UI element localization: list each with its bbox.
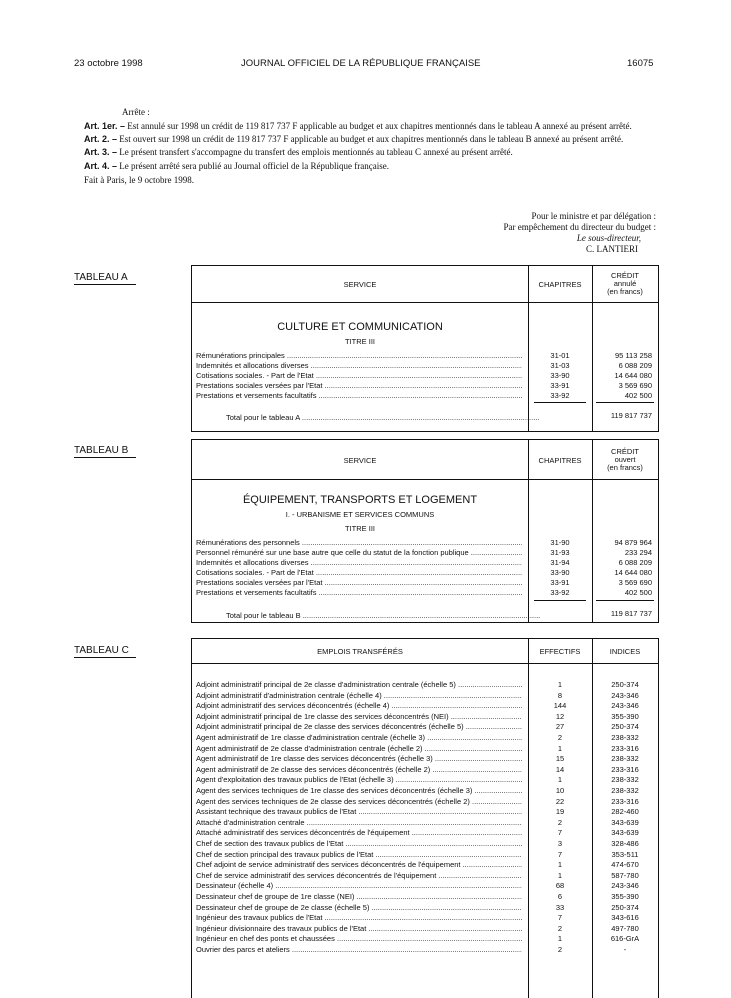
row-effectif: 8 bbox=[557, 690, 563, 700]
row-effectif: 7 bbox=[557, 913, 563, 923]
row-label: Cotisations sociales. - Part de l'Etat ..... bbox=[196, 371, 522, 380]
row-effectif: 3 bbox=[557, 839, 563, 848]
row-effectif: 1 bbox=[557, 860, 563, 870]
total-rule bbox=[596, 402, 654, 403]
row-label: Adjoint administratif des services déconcentrés (échelle 4) ..... bbox=[196, 701, 522, 710]
total-rule bbox=[534, 402, 586, 403]
row-effectif: 12 bbox=[555, 711, 565, 721]
row-label: Personnel rémunéré sur une base autre que celle du statut de la fonction publique ..... bbox=[196, 548, 522, 557]
row-chapitre: 33-91 bbox=[550, 381, 570, 390]
row-label: Ingénieur divisionnaire des travaux publics de l'Etat ..... bbox=[196, 924, 522, 933]
row-effectif: 14 bbox=[555, 764, 565, 774]
row-chapitre: 33-90 bbox=[550, 568, 570, 577]
article-2-text: Est ouvert sur 1998 un crédit de 119 817 737 F applicable au budget et aux chapitres mentionnés dans le tableau B annexé au présent arrêté. bbox=[119, 134, 624, 144]
total-value: 119 817 737 bbox=[610, 609, 652, 618]
section-title: CULTURE ET COMMUNICATION bbox=[277, 321, 443, 333]
row-label: Chef adjoint de service administratif des services déconcentrés de l'équipement ..... bbox=[196, 860, 522, 869]
tableau-a bbox=[191, 265, 659, 432]
row-indice: 355-390 bbox=[611, 892, 639, 901]
row-effectif: 7 bbox=[557, 849, 563, 859]
row-effectif: 19 bbox=[555, 807, 565, 817]
row-label: Indemnités et allocations diverses ..... bbox=[196, 558, 522, 567]
row-effectif: 68 bbox=[555, 881, 565, 891]
row-label: Prestations et versements facultatifs ..... bbox=[196, 588, 522, 597]
article-4-text: Le présent arrêté sera publié au Journal officiel de la République française. bbox=[119, 161, 389, 171]
row-chapitre: 33-92 bbox=[550, 391, 570, 400]
row-indice: 353-511 bbox=[611, 849, 639, 859]
row-effectif: 33 bbox=[555, 902, 565, 912]
row-label: Rémunérations principales ..... bbox=[196, 351, 522, 360]
decree-body bbox=[74, 107, 662, 185]
row-effectif: 7 bbox=[557, 828, 563, 838]
row-label: Agent administratif de 1re classe d'administration centrale (échelle 3) ..... bbox=[196, 733, 522, 742]
row-indice: 233-316 bbox=[611, 796, 639, 806]
article-1 bbox=[74, 121, 662, 131]
row-label: Agent administratif de 2e classe d'administration centrale (échelle 2) ..... bbox=[196, 744, 522, 753]
row-chapitre: 31-03 bbox=[550, 361, 570, 370]
row-indice: 328-486 bbox=[611, 839, 639, 848]
row-indice: - bbox=[623, 945, 627, 954]
article-2-label: Art. 2. – bbox=[84, 134, 118, 144]
total-rule bbox=[596, 600, 654, 601]
row-label: Assistant technique des travaux publics de l'Etat ..... bbox=[196, 807, 522, 816]
col-divider bbox=[528, 266, 529, 431]
row-label: Dessinateur (échelle 4) ..... bbox=[196, 881, 522, 890]
row-label: Chef de section des travaux publics de l'Etat ..... bbox=[196, 839, 522, 848]
article-4-label: Art. 4. – bbox=[84, 161, 118, 171]
signature-line-2: Par empêchement du directeur du budget : bbox=[503, 222, 656, 232]
row-label: Ingénieur des travaux publics de l'Etat ..... bbox=[196, 913, 522, 922]
row-label: Agent d'exploitation des travaux publics de l'Etat (échelle 3) ..... bbox=[196, 775, 522, 784]
col-emplois: EMPLOIS TRANSFÉRÉS bbox=[317, 647, 403, 656]
signature-line-3: Le sous-directeur, bbox=[576, 233, 641, 243]
row-label: Agent des services techniques de 2e classe des services déconcentrés (échelle 2) ..... bbox=[196, 797, 522, 806]
row-label: Agent des services techniques de 1re classe des services déconcentrés (échelle 3) ..... bbox=[196, 786, 522, 795]
row-indice: 243-346 bbox=[611, 881, 639, 891]
row-label: Adjoint administratif principal de 2e classe des services déconcentrés (échelle 5) ..... bbox=[196, 722, 522, 731]
header-divider bbox=[192, 302, 658, 303]
row-label: Attaché administratif des services déconcentrés de l'équipement ..... bbox=[196, 828, 522, 837]
row-indice: 355-390 bbox=[611, 711, 639, 721]
row-label: Prestations sociales versées par l'Etat ..... bbox=[196, 381, 522, 390]
article-1-text: Est annulé sur 1998 un crédit de 119 817 737 F applicable au budget et aux chapitres mentionnés dans le tableau A annexé au présent arrêté. bbox=[127, 121, 632, 131]
row-indice: 250-374 bbox=[611, 902, 639, 912]
row-chapitre: 33-92 bbox=[550, 588, 570, 597]
article-3 bbox=[74, 147, 662, 157]
titre: TITRE III bbox=[345, 337, 375, 346]
section-title: ÉQUIPEMENT, TRANSPORTS ET LOGEMENT bbox=[242, 494, 478, 506]
row-indice: 250-374 bbox=[611, 722, 639, 732]
col-credit-3: (en francs) bbox=[607, 463, 643, 472]
signature-line-4: C. LANTIERI bbox=[586, 244, 638, 254]
row-effectif: 1 bbox=[557, 934, 563, 944]
row-label: Cotisations sociales. - Part de l'Etat ..... bbox=[196, 568, 522, 577]
tableau-a-label: TABLEAU A bbox=[74, 272, 136, 285]
row-credit: 14 644 080 bbox=[614, 568, 652, 577]
row-indice: 238-332 bbox=[611, 786, 639, 795]
row-label: Chef de section principal des travaux publics de l'Etat ..... bbox=[196, 850, 522, 859]
row-credit: 6 088 209 bbox=[618, 558, 652, 567]
done-at: Fait à Paris, le 9 octobre 1998. bbox=[84, 175, 194, 185]
row-effectif: 144 bbox=[553, 701, 567, 711]
row-label: Prestations sociales versées par l'Etat ..... bbox=[196, 578, 522, 587]
row-effectif: 1 bbox=[557, 743, 563, 753]
row-effectif: 1 bbox=[557, 775, 563, 785]
row-label: Chef de service administratif des services déconcentrés de l'équipement ..... bbox=[196, 871, 522, 880]
article-3-label: Art. 3. – bbox=[84, 147, 118, 157]
row-indice: 343-639 bbox=[611, 828, 639, 838]
col-credit-2: annulé bbox=[613, 279, 637, 288]
row-label: Adjoint administratif principal de 2e classe d'administration centrale (échelle 5) ..... bbox=[196, 680, 522, 689]
row-label: Adjoint administratif principal de 1re classe des services déconcentrés (NEI) ..... bbox=[196, 712, 522, 721]
total-value: 119 817 737 bbox=[610, 411, 652, 420]
row-chapitre: 31-94 bbox=[550, 558, 570, 567]
row-indice: 238-332 bbox=[611, 775, 639, 785]
header-date: 23 octobre 1998 bbox=[74, 58, 143, 69]
row-label: Dessinateur chef de groupe de 2e classe (échelle 5) ..... bbox=[196, 903, 522, 912]
row-effectif: 27 bbox=[555, 722, 565, 732]
row-indice: 233-316 bbox=[611, 743, 639, 753]
row-label: Indemnités et allocations diverses ..... bbox=[196, 361, 522, 370]
row-label: Adjoint administratif d'administration centrale (échelle 4) ..... bbox=[196, 691, 522, 700]
row-effectif: 1 bbox=[557, 680, 563, 689]
col-indices: INDICES bbox=[609, 647, 641, 656]
col-credit-1: CRÉDIT bbox=[611, 447, 639, 456]
row-effectif: 10 bbox=[555, 786, 565, 795]
row-credit: 3 569 690 bbox=[618, 381, 652, 390]
row-label: Ouvrier des parcs et ateliers ..... bbox=[196, 945, 522, 954]
row-credit: 94 879 964 bbox=[614, 538, 652, 547]
row-credit: 3 569 690 bbox=[618, 578, 652, 587]
page-number: 16075 bbox=[627, 58, 654, 69]
row-effectif: 15 bbox=[555, 754, 565, 764]
row-credit: 402 500 bbox=[624, 391, 652, 400]
total-rule bbox=[534, 600, 586, 601]
row-indice: 474-670 bbox=[611, 860, 639, 870]
col-effectifs: EFFECTIFS bbox=[539, 647, 581, 656]
row-indice: 587-780 bbox=[611, 870, 639, 880]
row-credit: 402 500 bbox=[624, 588, 652, 597]
row-chapitre: 31-93 bbox=[550, 548, 570, 557]
col-service: SERVICE bbox=[343, 456, 377, 465]
row-credit: 95 113 258 bbox=[615, 351, 652, 360]
row-label: Rémunérations des personnels ..... bbox=[196, 538, 522, 547]
row-indice: 233-316 bbox=[611, 764, 639, 774]
row-effectif: 22 bbox=[555, 796, 565, 806]
tableau-c-label: TABLEAU C bbox=[74, 645, 136, 658]
row-chapitre: 33-90 bbox=[550, 371, 570, 380]
total-label: Total pour le tableau A .................................................................................................................. bbox=[226, 413, 540, 422]
row-indice: 243-346 bbox=[611, 690, 639, 700]
row-effectif: 2 bbox=[557, 817, 563, 827]
row-label: Prestations et versements facultatifs ..... bbox=[196, 391, 522, 400]
row-indice: 282-460 bbox=[611, 807, 639, 817]
row-label: Attaché d'administration centrale ..... bbox=[196, 818, 522, 827]
row-credit: 6 088 209 bbox=[618, 361, 652, 370]
row-effectif: 2 bbox=[557, 923, 563, 933]
col-service: SERVICE bbox=[343, 280, 377, 289]
col-chapitres: CHAPITRES bbox=[538, 280, 582, 289]
row-chapitre: 31-01 bbox=[550, 351, 570, 360]
titre: TITRE III bbox=[345, 524, 375, 533]
col-credit-2: ouvert bbox=[614, 455, 636, 464]
col-credit-1: CRÉDIT bbox=[611, 271, 639, 280]
row-label: Agent administratif de 2e classe des services déconcentrés (échelle 2) ..... bbox=[196, 765, 522, 774]
subsection-title: I. - URBANISME ET SERVICES COMMUNS bbox=[285, 510, 435, 519]
row-indice: 238-332 bbox=[611, 754, 639, 764]
row-chapitre: 33-91 bbox=[550, 578, 570, 587]
row-label: Ingénieur en chef des ponts et chaussées ..... bbox=[196, 934, 522, 943]
signature-line-1: Pour le ministre et par délégation : bbox=[531, 211, 656, 221]
article-4 bbox=[74, 161, 662, 171]
row-effectif: 6 bbox=[557, 892, 563, 901]
row-effectif: 1 bbox=[557, 870, 563, 880]
row-label: Dessinateur chef de groupe de 1re classe (NEI) ..... bbox=[196, 892, 522, 901]
row-indice: 250-374 bbox=[611, 680, 639, 689]
row-credit: 233 294 bbox=[624, 548, 652, 557]
total-label: Total pour le tableau B .................................................................................................................. bbox=[226, 611, 541, 620]
row-effectif: 2 bbox=[557, 733, 563, 742]
article-1-label: Art. 1er. – bbox=[84, 121, 126, 131]
row-credit: 14 644 080 bbox=[614, 371, 652, 380]
row-indice: 616-GrA bbox=[610, 934, 640, 944]
col-chapitres: CHAPITRES bbox=[538, 456, 582, 465]
header-divider bbox=[192, 479, 658, 480]
row-indice: 343-639 bbox=[611, 817, 639, 827]
journal-title: JOURNAL OFFICIEL DE LA RÉPUBLIQUE FRANÇAISE bbox=[241, 58, 481, 69]
tableau-b bbox=[191, 439, 659, 623]
row-indice: 497-780 bbox=[611, 923, 639, 933]
col-credit-3: (en francs) bbox=[607, 287, 643, 296]
article-3-text: Le présent transfert s'accompagne du transfert des emplois mentionnés au tableau C annexé au présent arrêté. bbox=[119, 147, 513, 157]
row-label: Agent administratif de 1re classe des services déconcentrés (échelle 3) ..... bbox=[196, 754, 522, 763]
row-chapitre: 31-90 bbox=[550, 538, 570, 547]
header-divider bbox=[192, 663, 658, 664]
tableau-b-label: TABLEAU B bbox=[74, 445, 136, 458]
row-effectif: 2 bbox=[557, 945, 563, 954]
tableau-c bbox=[191, 638, 659, 998]
row-indice: 243-346 bbox=[611, 701, 639, 711]
arrete-heading: Arrête : bbox=[122, 107, 150, 117]
article-2 bbox=[74, 134, 662, 144]
signature-block bbox=[504, 211, 656, 255]
row-indice: 343-616 bbox=[611, 913, 639, 923]
row-indice: 238-332 bbox=[611, 733, 639, 742]
